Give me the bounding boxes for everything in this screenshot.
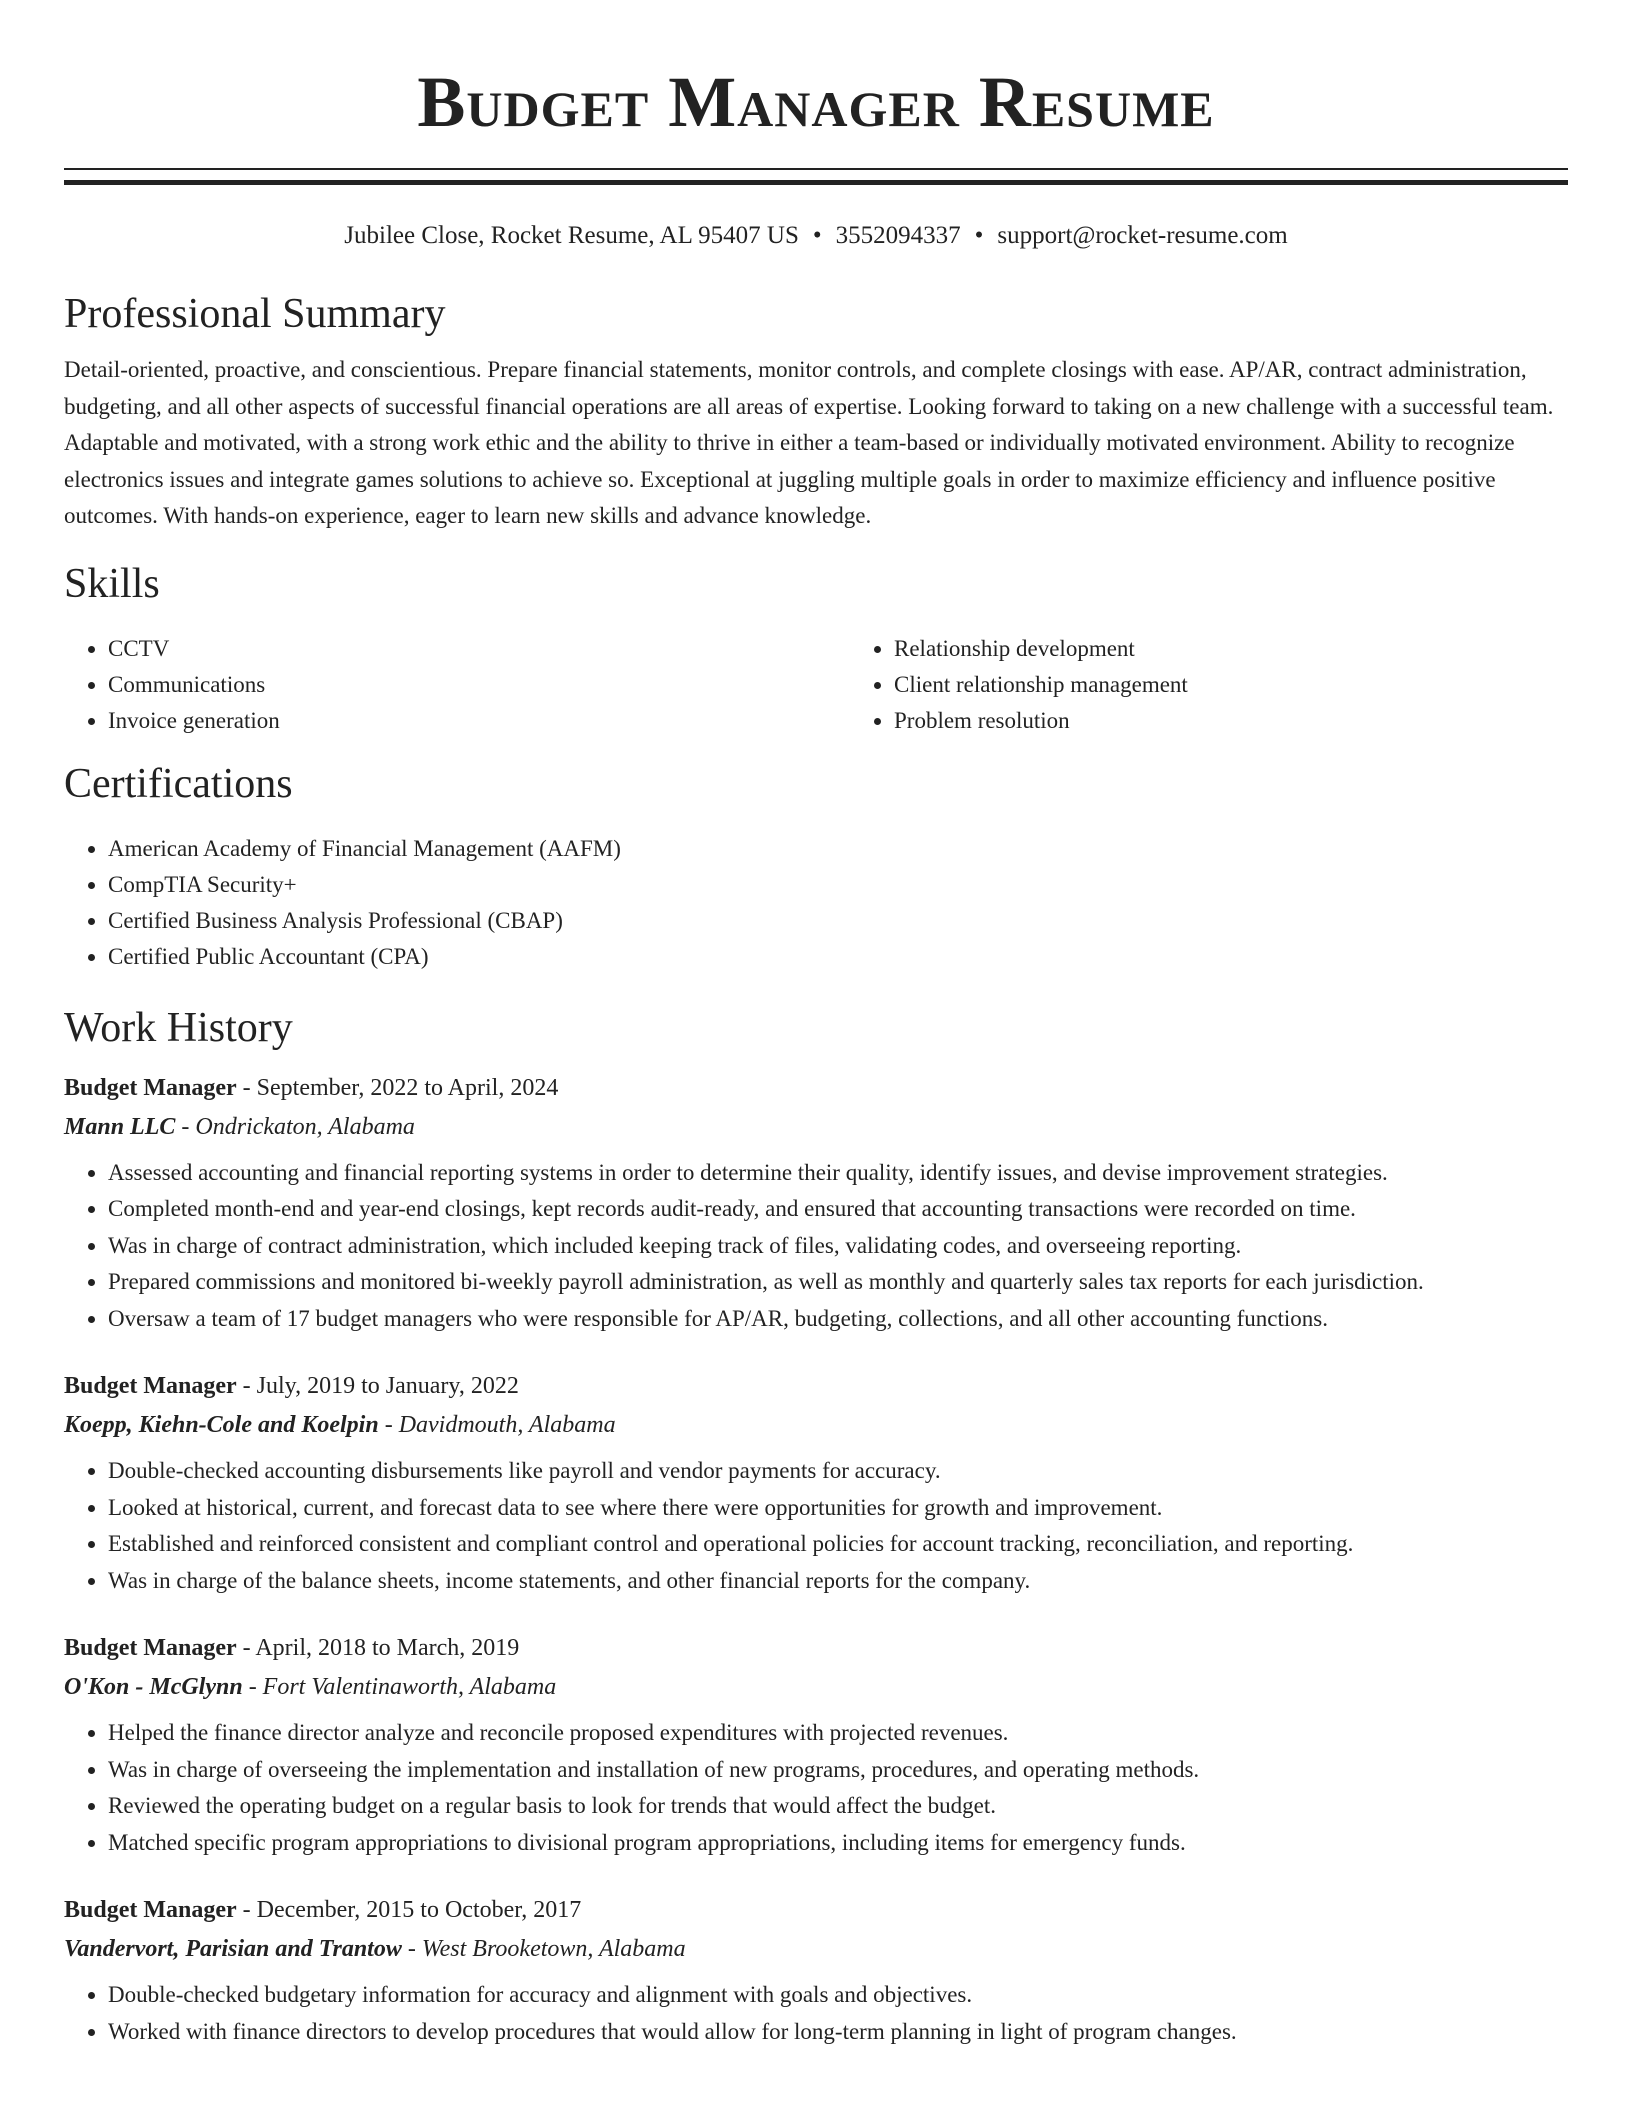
job-role: Budget Manager [64, 1074, 237, 1101]
summary-text: Detail-oriented, proactive, and conscientious. Prepare financial statements, monitor controls, and complete closings with ease. AP/AR, contract administration, budgeting, and all other aspects of successful financial operations are all areas of expertise. Looking forward to taking on a new challenge with a successful team. Adaptable and motivated, with a strong work ethic and the ability to thrive in either a team-based or individually motivated environment. Ability to recognize electronics issues and integrate games solutions to achieve so. Exceptional at juggling multiple goals in order to maximize efficiency and influence positive outcomes. With hands-on experience, eager to learn new skills and advance knowledge. [64, 357, 1554, 528]
job-header [64, 1891, 1568, 1929]
job-duty: • Worked with finance directors to develop procedures that would allow for long-term planning in light of program changes. [108, 2014, 1568, 2051]
job-company: Vandervort, Parisian and Trantow [64, 1936, 402, 1962]
job-location: - Davidmouth, Alabama [378, 1412, 616, 1438]
skill-item: • CCTV [108, 631, 850, 667]
certifications-list [64, 831, 1568, 975]
job-dates: - July, 2019 to January, 2022 [236, 1373, 519, 1399]
job-dates: - April, 2018 to March, 2019 [236, 1635, 520, 1661]
certifications-heading: Certifications [64, 760, 293, 807]
job-duties [64, 1453, 1568, 1599]
job-header [64, 1069, 1568, 1107]
title-divider [64, 168, 1568, 185]
job-role: Budget Manager [64, 1373, 237, 1399]
job-location: - West Brooketown, Alabama [401, 1936, 686, 1962]
contact-line [64, 221, 1568, 251]
skills-section [64, 559, 1568, 739]
job-duty: • Was in charge of the balance sheets, income statements, and other financial reports for the company. [108, 1563, 1568, 1600]
job-duty: • Double-checked accounting disbursements like payroll and vendor payments for accuracy. [108, 1453, 1568, 1490]
job-location: - Fort Valentinaworth, Alabama [242, 1674, 557, 1700]
certification-item: • American Academy of Financial Management (AAFM) [108, 831, 1568, 867]
job-dates: - December, 2015 to October, 2017 [236, 1897, 582, 1923]
job-duty: • Double-checked budgetary information for accuracy and alignment with goals and objectives. [108, 1977, 1568, 2014]
job-duty: • Matched specific program appropriations to divisional program appropriations, including items for emergency funds. [108, 1825, 1568, 1862]
job-role: Budget Manager [64, 1635, 237, 1661]
job-entry [64, 1891, 1568, 2050]
job-header [64, 1367, 1568, 1405]
job-duties [64, 1977, 1568, 2050]
job-company: O'Kon - McGlynn [64, 1674, 243, 1700]
job-company-line [64, 1405, 1568, 1445]
summary-section [64, 289, 1568, 535]
job-header [64, 1629, 1568, 1667]
contact-phone: 3552094337 [835, 222, 961, 249]
job-dates: - September, 2022 to April, 2024 [236, 1074, 559, 1101]
contact-address: Jubilee Close, Rocket Resume, AL 95407 US [344, 222, 799, 249]
job-duties [64, 1715, 1568, 1861]
skill-item: • Invoice generation [108, 703, 850, 739]
job-duty: • Looked at historical, current, and forecast data to see where there were opportunities for growth and improvement. [108, 1490, 1568, 1527]
job-duty: • Was in charge of overseeing the implementation and installation of new programs, procedures, and operating methods. [108, 1752, 1568, 1789]
skills-heading: Skills [64, 560, 160, 607]
work-history-heading: Work History [64, 1004, 293, 1051]
contact-email: support@rocket-resume.com [997, 222, 1288, 249]
skill-item: • Communications [108, 667, 850, 703]
job-duty: • Was in charge of contract administration, which included keeping track of files, validating codes, and overseeing reporting. [108, 1228, 1568, 1265]
job-duty: • Established and reinforced consistent and compliant control and operational policies for account tracking, reconciliation, and reporting. [108, 1526, 1568, 1563]
contact-separator: • [974, 222, 984, 249]
job-role: Budget Manager [64, 1897, 237, 1923]
job-duty: • Oversaw a team of 17 budget managers who were responsible for AP/AR, budgeting, collections, and all other accounting functions. [108, 1301, 1568, 1338]
certification-item: • Certified Public Accountant (CPA) [108, 939, 1568, 975]
certifications-section [64, 759, 1568, 975]
job-company-line [64, 1107, 1568, 1147]
skills-grid [64, 631, 1568, 739]
work-history-section [64, 1003, 1568, 2051]
job-entry [64, 1629, 1568, 1861]
job-company-line [64, 1929, 1568, 1969]
resume-title: Budget Manager Resume [417, 62, 1215, 142]
job-duty: • Prepared commissions and monitored bi-weekly payroll administration, as well as monthly and quarterly sales tax reports for each jurisdiction. [108, 1264, 1568, 1301]
summary-heading: Professional Summary [64, 291, 446, 337]
contact-separator: • [812, 222, 822, 249]
job-location: - Ondrickaton, Alabama [175, 1113, 415, 1140]
job-entry [64, 1069, 1568, 1338]
certification-item: • CompTIA Security+ [108, 867, 1568, 903]
skill-item: • Problem resolution [894, 703, 1568, 739]
job-duty: • Reviewed the operating budget on a regular basis to look for trends that would affect the budget. [108, 1788, 1568, 1825]
job-duty: • Helped the finance director analyze and reconcile proposed expenditures with projected revenues. [108, 1715, 1568, 1752]
certification-item: • Certified Business Analysis Professional (CBAP) [108, 903, 1568, 939]
skill-item: • Client relationship management [894, 667, 1568, 703]
job-company: Koepp, Kiehn-Cole and Koelpin [64, 1412, 379, 1438]
job-duty: • Completed month-end and year-end closings, kept records audit-ready, and ensured that accounting transactions were recorded on time. [108, 1191, 1568, 1228]
job-duties [64, 1155, 1568, 1338]
skill-item: • Relationship development [894, 631, 1568, 667]
skills-list-left [64, 631, 850, 739]
job-duty: • Assessed accounting and financial reporting systems in order to determine their quality, identify issues, and devise improvement strategies. [108, 1155, 1568, 1192]
job-company-line [64, 1667, 1568, 1707]
job-entry [64, 1367, 1568, 1599]
job-company: Mann LLC [64, 1113, 176, 1140]
skills-list-right [850, 631, 1568, 739]
